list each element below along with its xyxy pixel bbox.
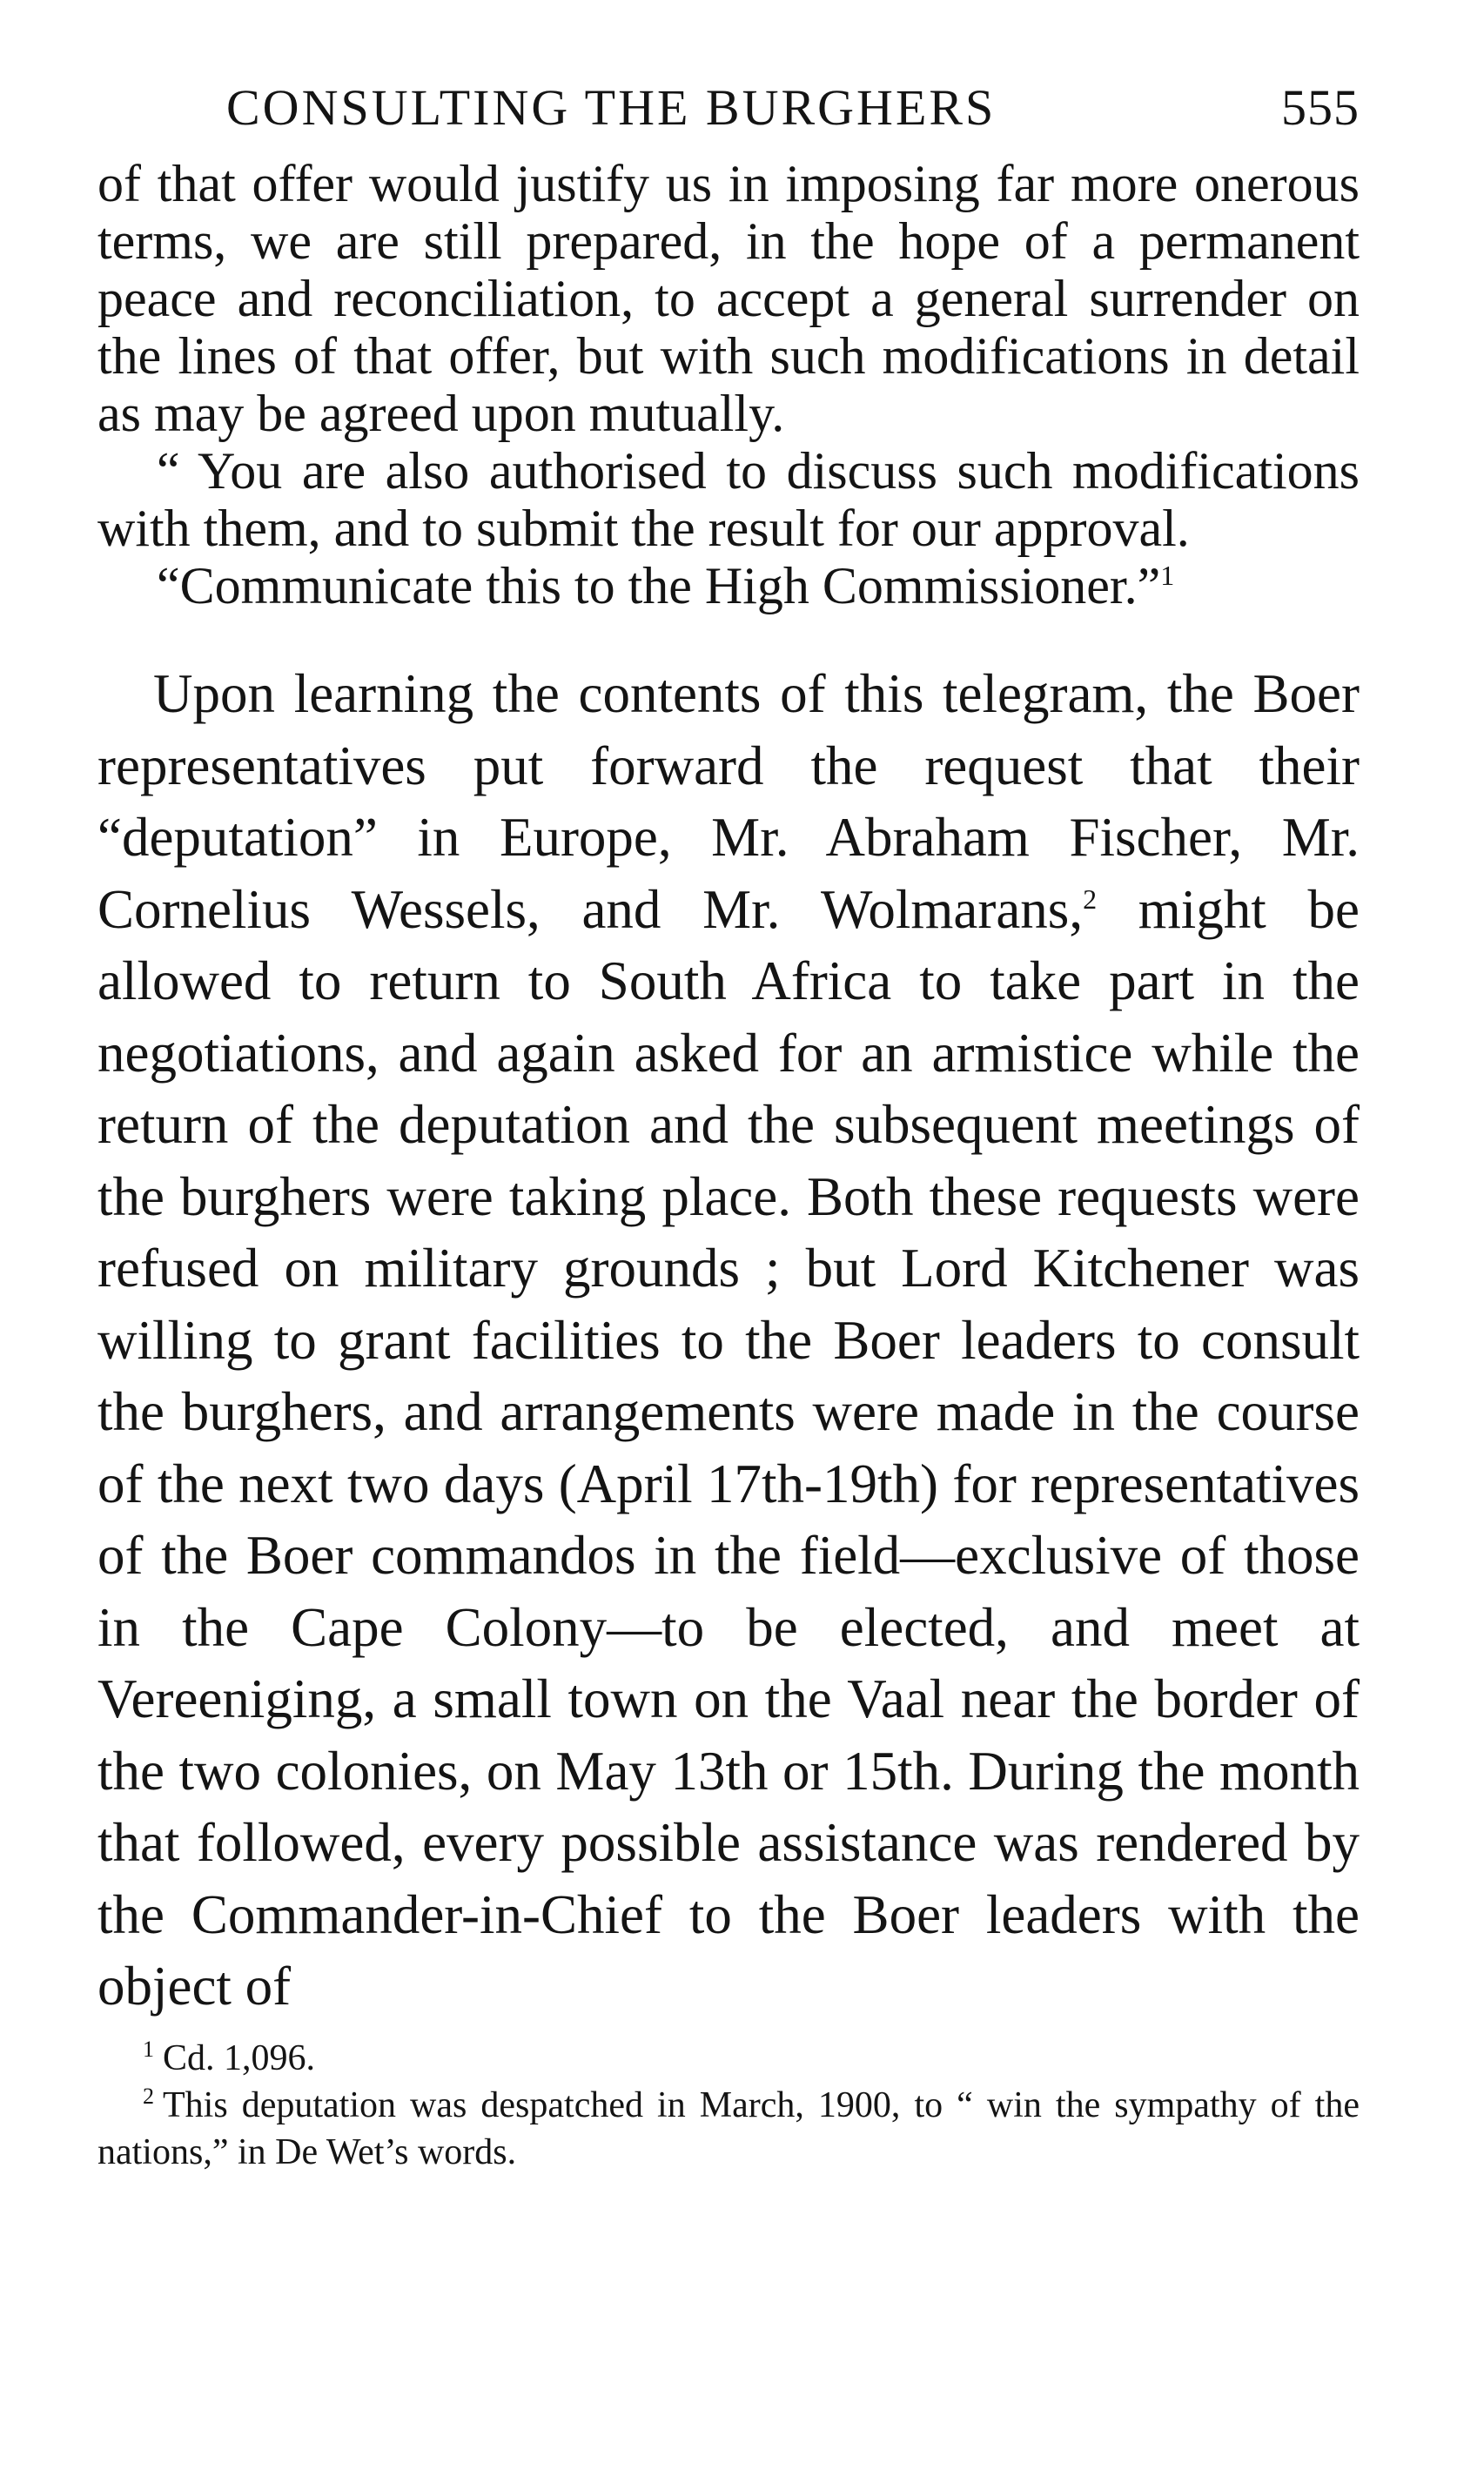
quote-paragraph: “ You are also authorised to discuss such modifications with them, and to submit the result for our approval. (97, 442, 1360, 557)
footnote (97, 2082, 1360, 2176)
body-paragraph (97, 658, 1360, 2023)
quote-paragraph: of that offer would justify us in imposing far more onerous terms, we are still prepared, in the hope of a permanent peace and reconciliation, to accept a general surrender on the lines of that offer, but with such modifications in detail as may be agreed upon mutually. (97, 155, 1360, 442)
book-page (97, 70, 1360, 2176)
body-text: might be allowed to return to South Africa to take part in the negotiations, and again asked for an armistice while the return of the deputation and the subsequent meetings of the burghers were taking place. Both these requests were refused on military grounds ; but Lord Kitchener was willing to grant facilities to the Boer leaders to consult the burghers, and arrangements were made in the course of the next two days (April 17th-19th) for representatives of the Boer commandos in the field—exclusive of those in the Cape Colony—to be elected, and meet at Vereeniging, a small town on the Vaal near the border of the two colonies, on May 13th or 15th. During the month that followed, every possible assistance was rendered by the Commander-in-Chief to the Boer leaders with the object of (97, 878, 1360, 2017)
running-head (97, 78, 1360, 146)
main-text (97, 658, 1360, 2023)
footnote-text: Cd. 1,096. (163, 2037, 316, 2078)
footnote (97, 2035, 1360, 2082)
quote-text: “Communicate this to the High Commissioner.” (157, 557, 1161, 614)
body-text: Upon learning the contents of this telegram, the Boer representatives put forward the request that their “deputation” in Europe, Mr. Abraham Fischer, Mr. Cornelius Wessels, and Mr. Wolmarans, (97, 663, 1360, 940)
footnotes (97, 2035, 1360, 2176)
quoted-telegram (97, 155, 1360, 614)
quote-paragraph (97, 557, 1360, 614)
footnote-reference: 1 (1160, 560, 1175, 591)
footnote-mark: 2 (143, 2083, 154, 2109)
footnote-text: This deputation was despatched in March, 1900, to “ win the sympathy of the nations,” in De Wet’s words. (97, 2084, 1360, 2172)
footnote-reference: 2 (1083, 883, 1098, 915)
footnote-mark: 1 (143, 2036, 154, 2062)
running-title: CONSULTING THE BURGHERS (226, 79, 997, 136)
page-number: 555 (1281, 79, 1360, 136)
